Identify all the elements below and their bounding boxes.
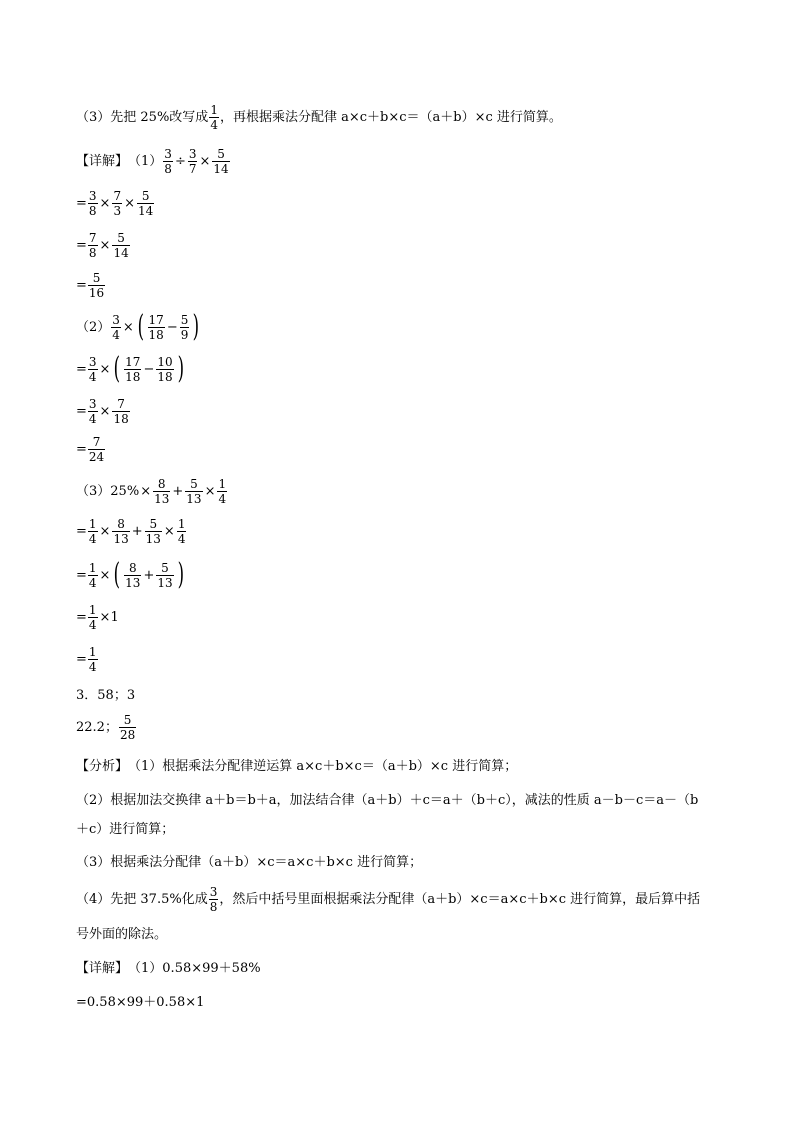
fraction: $\frac{1}{4}$ bbox=[88, 603, 97, 632]
fraction: $\frac{3}{4}$ bbox=[112, 312, 120, 342]
fraction: $\frac{1}{4}$ bbox=[88, 560, 97, 590]
analysis-line-2b: ＋c）进行简算； bbox=[76, 822, 175, 837]
fraction: $\frac{1}{4}$ bbox=[88, 645, 97, 674]
step-line: = $\frac{7}{8}$ × $\frac{5}{14}$ bbox=[76, 231, 129, 260]
fraction: $\frac{17}{18}$ bbox=[125, 354, 141, 384]
step-line: = $\frac{7}{24}$ bbox=[76, 435, 105, 464]
fraction: $\frac{8}{13}$ bbox=[125, 560, 141, 590]
fraction: $\frac{5}{13}$ bbox=[145, 517, 161, 546]
intro-line-3 bbox=[76, 104, 562, 131]
fraction: $\frac{3}{4}$ bbox=[88, 354, 97, 384]
analysis-label: 【分析】 bbox=[76, 759, 129, 774]
detail2-line-1: 【详解】 （1）0.58×99＋58% bbox=[76, 961, 261, 976]
detail2-line-2: =0.58×99＋0.58×1 bbox=[76, 995, 205, 1010]
step-line: = $\frac{5}{16}$ bbox=[76, 271, 105, 300]
fraction: $\frac{5}{13}$ bbox=[157, 560, 173, 590]
fraction: $\frac{8}{13}$ bbox=[154, 477, 170, 506]
intro-text: ，再根据乘法分配律 a×c＋b×c＝（a＋b）×c 进行简算。 bbox=[219, 110, 562, 125]
analysis-line-1: 【分析】 （1）根据乘法分配律逆运算 a×c＋b×c＝（a＋b）×c 进行简算； bbox=[76, 759, 518, 774]
detail-line-2: （2） $\frac{3}{4}$ × ( $\frac{17}{18}$ − $\frac{5}{9}$ ) bbox=[76, 309, 200, 344]
fraction: $\frac{5}{16}$ bbox=[88, 271, 105, 300]
detail-label: 【详解】 bbox=[76, 961, 129, 976]
analysis-line-4b: 号外面的除法。 bbox=[76, 927, 168, 942]
analysis-line-2: （2）根据加法交换律 a＋b＝b＋a，加法结合律（a＋b）＋c＝a＋（b＋c），减法的性质 a－b－c＝a－（b bbox=[76, 793, 699, 808]
fraction: $\frac{3}{8}$ bbox=[88, 189, 97, 218]
step-line: = $\frac{1}{4}$ × ( $\frac{8}{13}$ + $\frac{5}{13}$ ) bbox=[76, 557, 184, 592]
step-line: = $\frac{3}{4}$ × $\frac{7}{18}$ bbox=[76, 397, 129, 426]
fraction: $\frac{3}{7}$ bbox=[188, 147, 197, 176]
detail-line-3: （3） 25% × $\frac{8}{13}$ + $\frac{5}{13}$ × $\frac{1}{4}$ bbox=[76, 477, 227, 506]
step-line: = $\frac{1}{4}$ × $\frac{8}{13}$ + $\frac{5}{13}$ × $\frac{1}{4}$ bbox=[76, 517, 186, 546]
fraction: $\frac{17}{18}$ bbox=[148, 312, 164, 342]
question-3-answer-2: 22.2； $\frac{5}{28}$ bbox=[76, 713, 136, 742]
analysis-line-3: （3）根据乘法分配律（a＋b）×c＝a×c＋b×c 进行简算； bbox=[76, 855, 423, 870]
fraction: $\frac{8}{13}$ bbox=[113, 517, 129, 546]
fraction: $\frac{5}{9}$ bbox=[180, 312, 189, 342]
fraction: $\frac{1}{4}$ bbox=[218, 477, 227, 506]
fraction: $\frac{1}{4}$ bbox=[210, 103, 218, 132]
fraction: $\frac{7}{3}$ bbox=[113, 189, 122, 218]
fraction: $\frac{3}{4}$ bbox=[88, 397, 97, 426]
fraction: $\frac{1}{4}$ bbox=[177, 517, 186, 546]
step-line: = $\frac{3}{8}$ × $\frac{7}{3}$ × $\frac{5}{14}$ bbox=[76, 189, 154, 218]
analysis-line-4: （4）先把 37.5%化成 $\frac{3}{8}$ ，然后中括号里面根据乘法分配律（a＋b）×c＝a×c＋b×c 进行简算，最后算中括 bbox=[76, 885, 701, 914]
detail-line-1: 【详解】 （1） $\frac{3}{8}$ ÷ $\frac{3}{7}$ × $\frac{5}{14}$ bbox=[76, 147, 229, 176]
step-line: = $\frac{1}{4}$ bbox=[76, 645, 97, 674]
detail-label: 【详解】 bbox=[76, 154, 129, 169]
fraction: $\frac{5}{14}$ bbox=[113, 231, 129, 260]
item-label: （3） bbox=[76, 484, 111, 499]
step-line: = $\frac{3}{4}$ × ( $\frac{17}{18}$ − $\frac{10}{18}$ ) bbox=[76, 351, 184, 386]
fraction: $\frac{5}{14}$ bbox=[213, 147, 229, 176]
fraction: $\frac{7}{8}$ bbox=[88, 231, 97, 260]
fraction: $\frac{1}{4}$ bbox=[88, 517, 97, 546]
fraction: $\frac{3}{8}$ bbox=[164, 147, 172, 176]
fraction: $\frac{10}{18}$ bbox=[157, 354, 173, 384]
fraction: $\frac{5}{28}$ bbox=[119, 713, 136, 742]
question-3-answer: 3．58；3 bbox=[76, 688, 136, 703]
fraction: $\frac{7}{24}$ bbox=[88, 435, 105, 464]
fraction: $\frac{5}{14}$ bbox=[138, 189, 154, 218]
item-label: （1） bbox=[128, 154, 163, 169]
step-line: = $\frac{1}{4}$ ×1 bbox=[76, 603, 119, 632]
fraction: $\frac{3}{8}$ bbox=[209, 885, 218, 914]
fraction: $\frac{5}{13}$ bbox=[186, 477, 202, 506]
item-label: （2） bbox=[76, 319, 111, 335]
intro-text: （3）先把 25%改写成 bbox=[76, 110, 209, 125]
fraction: $\frac{7}{18}$ bbox=[113, 397, 129, 426]
